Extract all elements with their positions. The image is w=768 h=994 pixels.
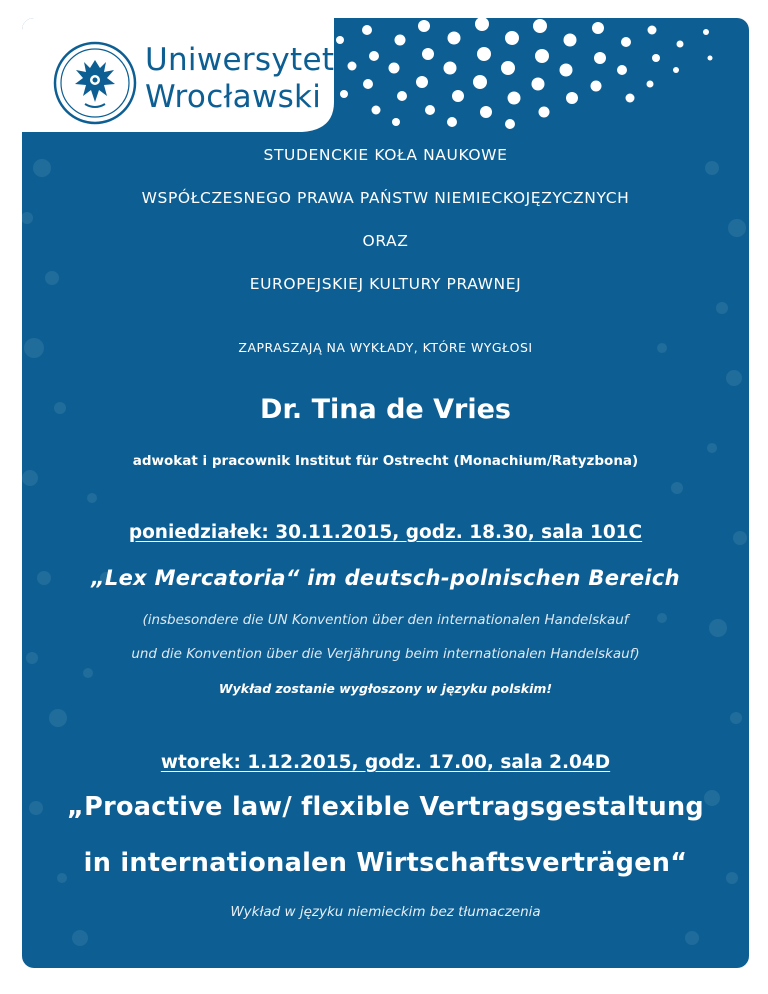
invitation-line: ZAPRASZAJĄ NA WYKŁADY, KTÓRE WYGŁOSI [238, 340, 533, 355]
lecture-1-language-note: Wykład zostanie wygłoszony w języku polskim! [218, 681, 553, 696]
lecture-1-date: poniedziałek: 30.11.2015, godz. 18.30, sala 101C [128, 522, 643, 543]
lecture-2-date: wtorek: 1.12.2015, godz. 17.00, sala 2.04D [160, 752, 611, 773]
logo-line-1: Uniwersytet [145, 42, 335, 78]
lecture-1-subtitle-2: und die Konvention über die Verjährung beim internationalen Handelskauf) [131, 646, 640, 662]
university-logo-emblem [52, 40, 138, 130]
poster [22, 18, 749, 968]
lecture-2-language-note: Wykład w języku niemieckim bez tłumaczenia [230, 904, 541, 920]
organizers-line-1: STUDENCKIE KOŁA NAUKOWE [263, 146, 508, 164]
lecture-2-title-line-2: in internationalen Wirtschaftsverträgen“ [83, 848, 688, 878]
eagle-crest-icon [52, 40, 138, 126]
lecture-1-title: „Lex Mercatoria“ im deutsch-polnischen Bereich [91, 566, 680, 590]
organizers-line-3: ORAZ [362, 232, 409, 250]
lecture-1-subtitle-1: (insbesondere die UN Konvention über den internationalen Handelskauf [142, 612, 629, 628]
organizers-line-2: WSPÓŁCZESNEGO PRAWA PAŃSTW NIEMIECKOJĘZYCZNYCH [141, 189, 630, 207]
university-logo-text [145, 42, 334, 116]
organizers-line-4: EUROPEJSKIEJ KULTURY PRAWNEJ [249, 275, 522, 293]
speaker-affiliation: adwokat i pracownik Institut für Ostrecht (Monachium/Ratyzbona) [132, 453, 639, 469]
logo-line-2: Wrocławski [145, 79, 322, 115]
lecture-2-title-line-1: „Proactive law/ flexible Vertragsgestaltung [67, 792, 704, 822]
speaker-name: Dr. Tina de Vries [260, 394, 511, 425]
